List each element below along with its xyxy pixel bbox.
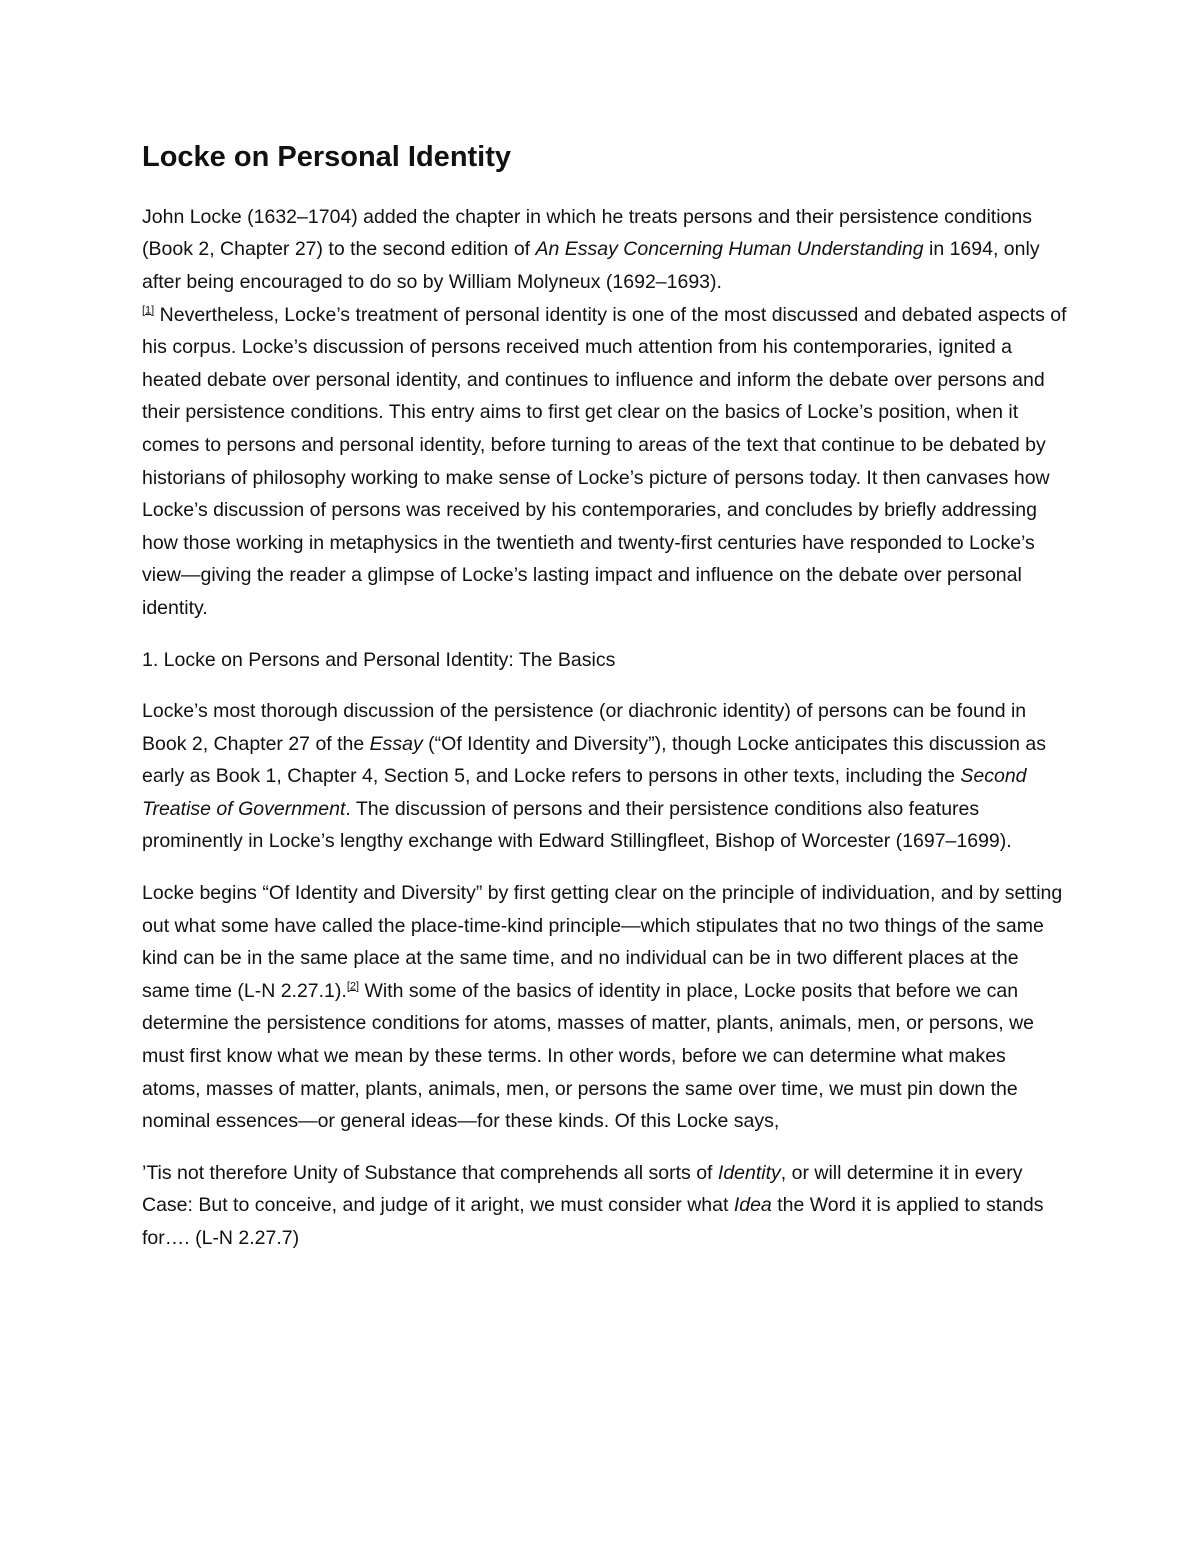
para2-text-3: . The discussion of persons and their persistence conditions also features prominently in Locke’s lengthy exchange with Edward Stillingfleet, Bishop of Worcester (1697–1699). xyxy=(142,797,1012,853)
idea-italic: Idea xyxy=(733,1194,772,1217)
para3-text-1: Locke begins “Of Identity and Diversity” by first getting clear on the principle of individuation, and by setting out what some have called the place-time-kind principle—which stipulates that no two things of the same kind can be in the same place at the same time, and no individual can be in two different places at the same time (L-N 2.27.1). xyxy=(142,882,1063,1002)
second-treatise-italic: Second Treatise of Government xyxy=(142,765,1027,820)
para2-text-2: (“Of Identity and Diversity”), though Locke anticipates this discussion as early as Book 1, Chapter 4, Section 5, and Locke refers to persons in other texts, including the xyxy=(142,732,1046,788)
document-title: Locke on Personal Identity xyxy=(142,141,512,173)
section-1-heading: 1. Locke on Persons and Personal Identity: The Basics xyxy=(142,648,616,671)
intro-paragraph xyxy=(142,201,1067,625)
quote-text-2: , or will determine it in every Case: But to conceive, and judge of it aright, we must consider what xyxy=(142,1161,1023,1217)
para3-text-2: With some of the basics of identity in place, Locke posits that before we can determine the persistence conditions for atoms, masses of matter, plants, animals, men, or persons, we must first know what we mean by these terms. In other words, before we can determine what makes atoms, masses of matter, plants, animals, men, or persons the same over time, we must pin down the nominal essences—or general ideas—for these kinds. Of this Locke says, xyxy=(142,979,1034,1133)
document-page xyxy=(142,140,1067,1274)
intro-text-2: in 1694, only after being encouraged to do so by William Molyneux (1692–1693). xyxy=(142,238,1040,293)
identity-italic: Identity xyxy=(717,1161,781,1184)
intro-text-1: John Locke (1632–1704) added the chapter in which he treats persons and their persistence conditions (Book 2, Chapter 27) to the second edition of xyxy=(142,205,1032,261)
body-paragraph-2 xyxy=(142,695,1067,858)
essay-title-italic: An Essay Concerning Human Understanding xyxy=(535,238,924,261)
para2-text-1: Locke’s most thorough discussion of the persistence (or diachronic identity) of persons can be found in Book 2, Chapter 27 of the xyxy=(142,700,1027,755)
footnote-link-1[interactable]: [1] xyxy=(142,304,155,317)
block-quote xyxy=(142,1157,1067,1255)
intro-text-3: Nevertheless, Locke’s treatment of personal identity is one of the most discussed and debated aspects of his corpus. Locke’s discussion of persons received much attention from his contemporaries, ignited a heated debate over personal identity, and continues to influence and inform the debate over persons and their persistence conditions. This entry aims to first get clear on the basics of Locke’s position, when it comes to persons and personal identity, before turning to areas of the text that continue to be debated by historians of philosophy working to make sense of Locke’s picture of persons today. It then canvases how Locke’s discussion of persons was received by his contemporaries, and concludes by briefly addressing how those working in metaphysics in the twentieth and twenty-first centuries have responded to Locke’s view—giving the reader a glimpse of Locke’s lasting impact and influence on the debate over personal identity. xyxy=(142,303,1067,619)
quote-text-1: ’Tis not therefore Unity of Substance that comprehends all sorts of xyxy=(142,1161,718,1184)
quote-text-3: the Word it is applied to stands for…. (L-N 2.27.7) xyxy=(142,1194,1044,1250)
footnote-link-2[interactable]: [2] xyxy=(346,980,360,993)
body-paragraph-3 xyxy=(142,877,1067,1138)
essay-italic: Essay xyxy=(369,732,423,755)
